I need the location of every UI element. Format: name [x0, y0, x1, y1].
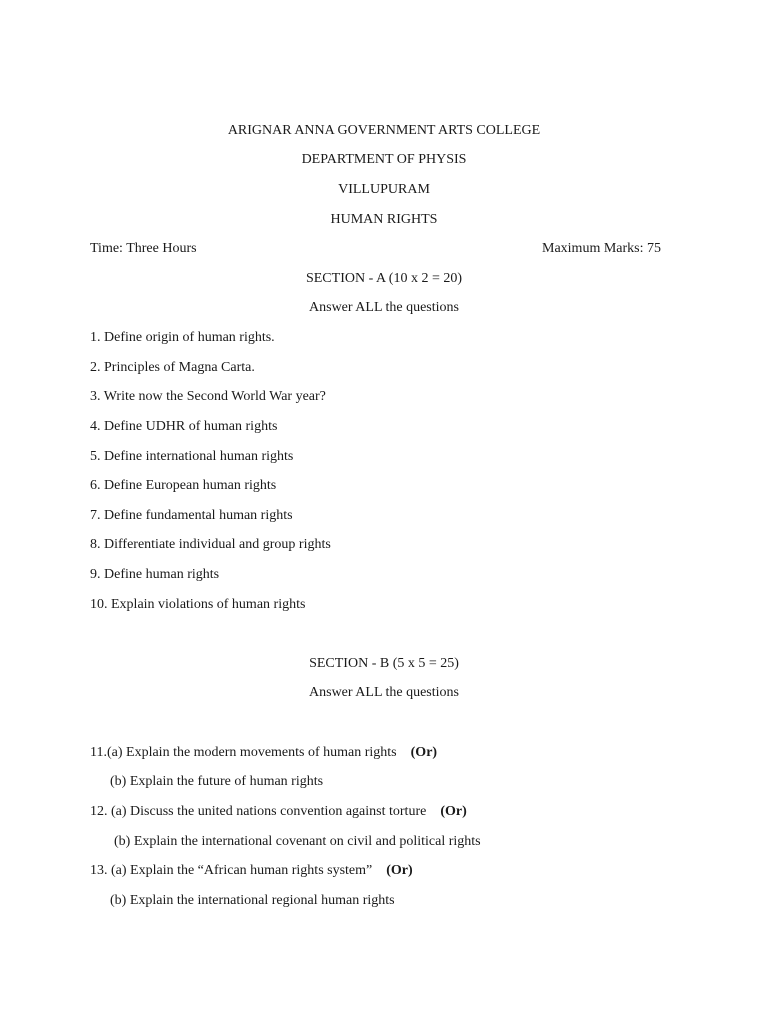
- question-7: 7. Define fundamental human rights: [90, 508, 293, 523]
- department-name: DEPARTMENT OF PHYSIS: [301, 152, 467, 167]
- section-a-title: SECTION - A (10 x 2 = 20): [305, 271, 463, 286]
- question-9: 9. Define human rights: [90, 567, 220, 582]
- question-8: 8. Differentiate individual and group rights: [90, 537, 331, 552]
- question-12a-text: 12. (a) Discuss the united nations convention against torture: [90, 804, 427, 819]
- section-b-title: SECTION - B (5 x 5 = 25): [309, 656, 459, 671]
- or-label: (Or): [410, 745, 438, 760]
- question-11b: (b) Explain the future of human rights: [110, 774, 324, 789]
- question-5: 5. Define international human rights: [90, 449, 294, 464]
- exam-duration: Time: Three Hours: [90, 241, 197, 256]
- question-10: 10. Explain violations of human rights: [90, 597, 306, 612]
- question-12a: [90, 803, 467, 821]
- question-1: 1. Define origin of human rights.: [90, 330, 275, 345]
- or-label: (Or): [440, 804, 467, 819]
- question-3: 3. Write now the Second World War year?: [90, 389, 326, 404]
- maximum-marks: Maximum Marks: 75: [542, 241, 661, 256]
- question-2: 2. Principles of Magna Carta.: [90, 360, 255, 375]
- question-13b: (b) Explain the international regional human rights: [110, 893, 395, 908]
- question-11a-text: 11.(a) Explain the modern movements of human rights: [90, 745, 397, 760]
- subject-title: HUMAN RIGHTS: [330, 212, 438, 227]
- place-name: VILLUPURAM: [338, 182, 430, 197]
- or-label: (Or): [386, 863, 413, 878]
- question-11a: [90, 744, 437, 762]
- question-6: 6. Define European human rights: [90, 478, 277, 493]
- question-13a: [90, 862, 413, 880]
- college-name: ARIGNAR ANNA GOVERNMENT ARTS COLLEGE: [227, 123, 541, 138]
- question-13a-text: 13. (a) Explain the “African human rights system”: [90, 863, 373, 878]
- section-b-instruction: Answer ALL the questions: [309, 685, 459, 700]
- question-4: 4. Define UDHR of human rights: [90, 419, 278, 434]
- question-12b: (b) Explain the international covenant on civil and political rights: [114, 834, 481, 849]
- section-a-instruction: Answer ALL the questions: [309, 300, 459, 315]
